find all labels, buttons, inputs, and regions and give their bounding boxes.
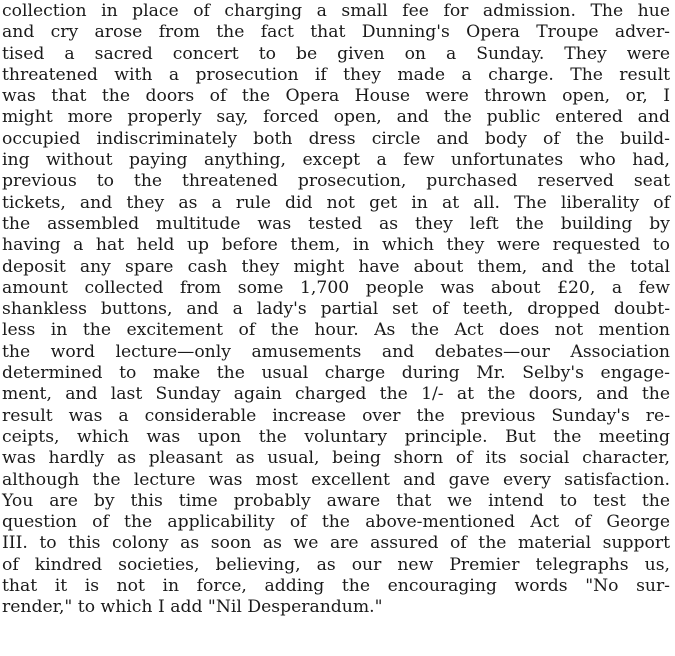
text-line: tickets, and they as a rule did not get in at all. The liberality of [2,192,670,213]
text-line: amount collected from some 1,700 people was about £20, a few [2,277,670,298]
text-line: render," to which I add "Nil Desperandum." [2,597,383,618]
text-line: You are by this time probably aware that we intend to test the [2,490,670,511]
text-line: ing without paying anything, except a few unfortunates who had, [2,150,670,171]
text-line: occupied indiscriminately both dress circle and body of the build- [2,128,670,149]
text-line: III. to this colony as soon as we are assured of the material support [2,533,670,554]
text-line: previous to the threatened prosecution, purchased reserved seat [2,171,670,192]
text-line: ceipts, which was upon the voluntary principle. But the meeting [2,426,670,447]
text-line: was hardly as pleasant as usual, being shorn of its social character, [2,448,670,469]
text-line: although the lecture was most excellent and gave every satisfaction. [2,469,670,490]
text-line: the word lecture—only amusements and debates—our Association [2,341,670,362]
text-line: less in the excitement of the hour. As the Act does not mention [2,320,670,341]
text-line: that it is not in force, adding the encouraging words "No sur- [2,576,670,597]
text-line: might more properly say, forced open, and the public entered and [2,107,670,128]
text-line: the assembled multitude was tested as they left the building by [2,213,670,234]
text-line: shankless buttons, and a lady's partial set of teeth, dropped doubt- [2,299,670,320]
text-line: of kindred societies, believing, as our new Premier telegraphs us, [2,554,670,575]
text-line: was that the doors of the Opera House were thrown open, or, I [2,86,670,107]
text-line: ment, and last Sunday again charged the 1/- at the doors, and the [2,384,670,405]
text-line: collection in place of charging a small fee for admission. The hue [2,1,670,21]
text-line: threatened with a prosecution if they made a charge. The result [2,64,670,85]
text-line: question of the applicability of the above-mentioned Act of George [2,512,670,533]
article-text [2,1,670,619]
text-line: result was a considerable increase over the previous Sunday's re- [2,405,670,426]
text-line: and cry arose from the fact that Dunning's Opera Troupe adver- [2,22,670,43]
text-line: having a hat held up before them, in which they were requested to [2,235,670,256]
text-line: tised a sacred concert to be given on a Sunday. They were [2,43,670,64]
text-line: determined to make the usual charge during Mr. Selby's engage- [2,363,670,384]
text-line: deposit any spare cash they might have about them, and the total [2,256,670,277]
